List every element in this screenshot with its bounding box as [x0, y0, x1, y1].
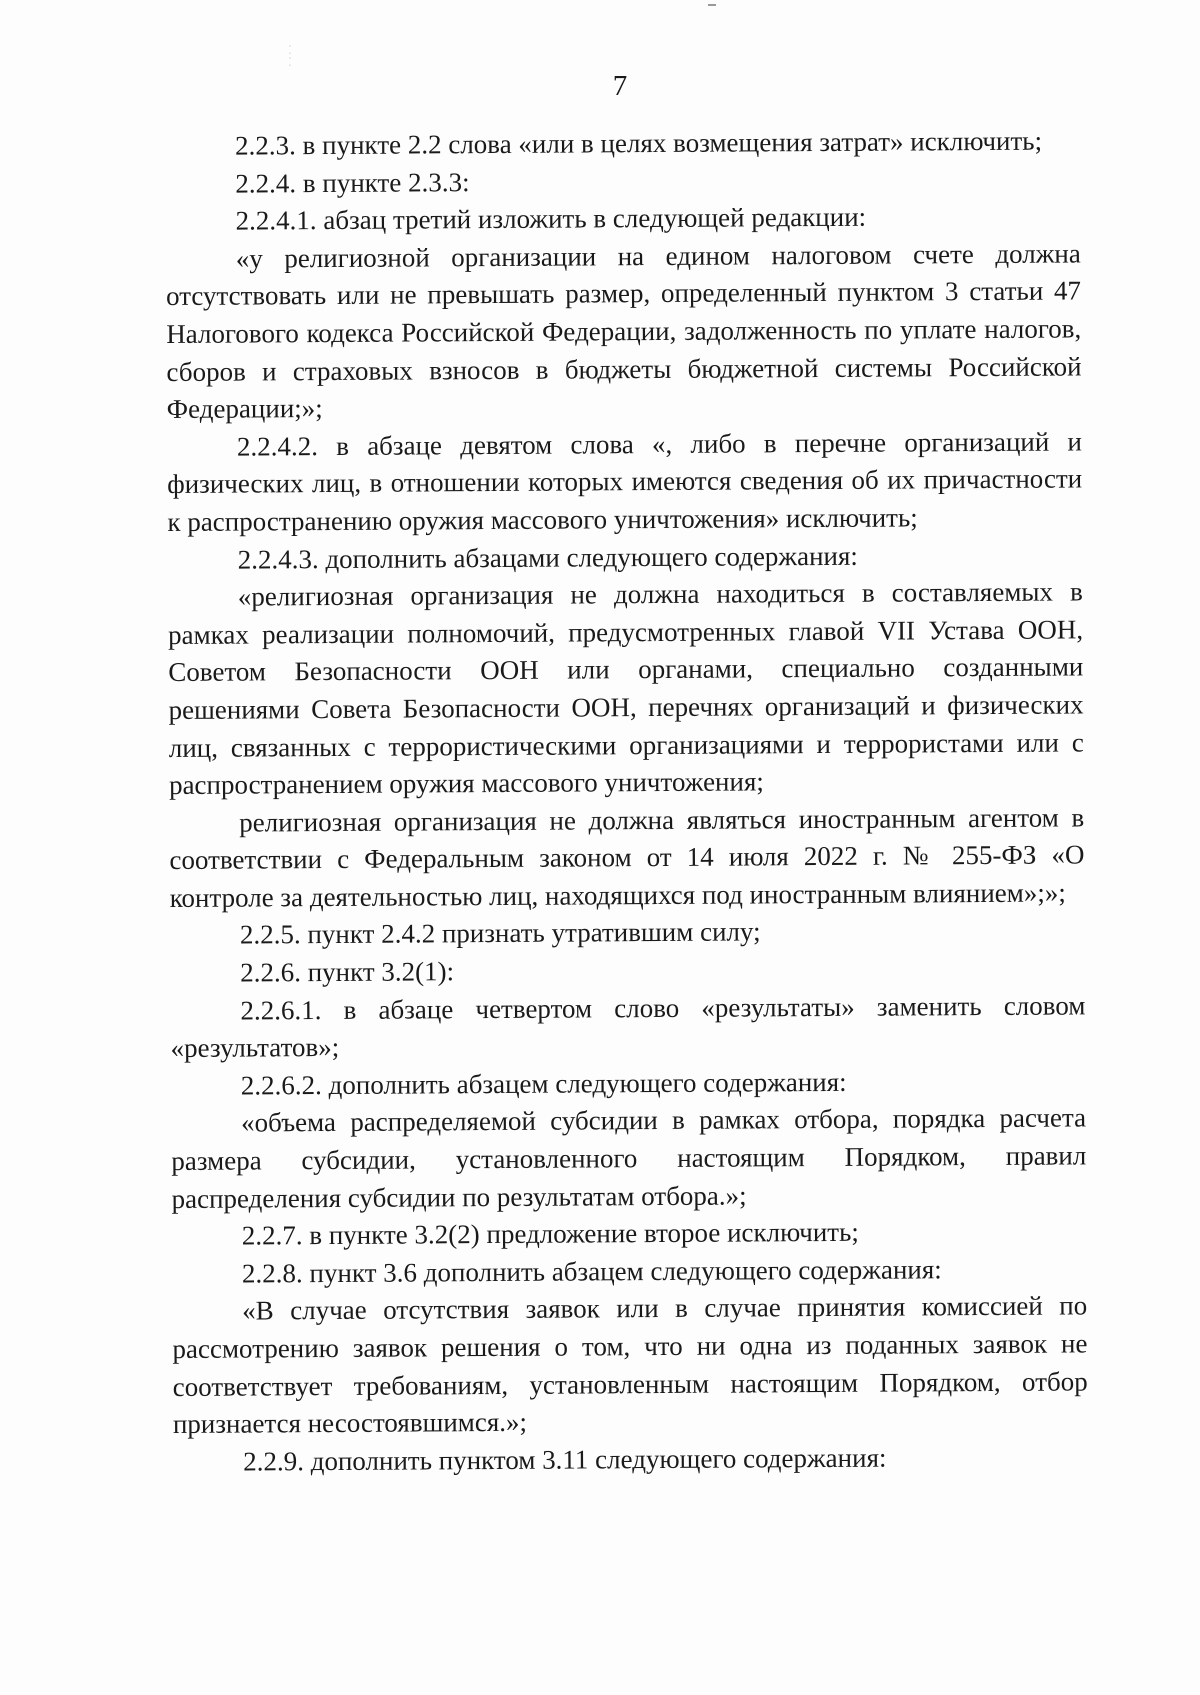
paragraph-2-2-7: 2.2.7. в пункте 3.2(2) предложение второе исключить;	[241, 1217, 859, 1251]
paragraph-2-2-4-2: 2.2.4.2. в абзаце девятом слова «, либо в перечне организаций и физических лиц, в отношении которых имеются сведения об их причастности к распространению оружия массового уничтожения» исключить;	[167, 426, 1083, 537]
paragraph-2-2-3: 2.2.3. в пункте 2.2 слова «или в целях возмещения затрат» исключить;	[235, 125, 1043, 161]
paragraph-2-2-9: 2.2.9. дополнить пунктом 3.11 следующего содержания:	[243, 1442, 887, 1477]
faint-scan-mark: ⁚ ⁚	[288, 43, 292, 69]
paragraph-quote-tax-debt: «у религиозной организации на едином налоговом счете должна отсутствовать или не превышать размер, определенный пунктом 3 статьи 47 Налогового кодекса Российской Федерации, задолженность по уплате налогов, сборов и страховых взносов в бюджеты бюджетной системы Российской Федерации;»;	[165, 238, 1082, 425]
paragraph-quote-selection-failed: «В случае отсутствия заявок или в случае принятия комиссией по рассмотрению заявок решения о том, что ни одна из поданных заявок не соответствует требованиям, установленным настоящим Порядком, отбор признается несостоявшимся.»;	[172, 1290, 1088, 1440]
paragraph-2-2-8: 2.2.8. пункт 3.6 дополнить абзацем следующего содержания:	[241, 1254, 942, 1289]
paragraph-2-2-6-2: 2.2.6.2. дополнить абзацем следующего содержания:	[240, 1066, 847, 1101]
paragraph-quote-subsidy-volume: «объема распределяемой субсидии в рамках отбора, порядка расчета размера субсидии, установленного настоящим Порядком, правил распределения субсидии по результатам отбора.»;	[171, 1102, 1087, 1214]
paragraph-quote-un-lists: «религиозная организация не должна находиться в составляемых в рамках реализации полномочий, предусмотренных главой VII Устава ООН, Советом Безопасности ООН или органами, специально созданными решениями Совета Безопасности ООН, перечнях организаций и физических лиц, связанных с террористическими организациями и террористами или с распространением оружия массового уничтожения;	[168, 576, 1084, 801]
paragraph-2-2-6-1: 2.2.6.1. в абзаце четвертом слово «результаты» заменить словом «результатов»;	[170, 990, 1086, 1064]
paragraph-2-2-4-3: 2.2.4.3. дополнить абзацами следующего содержания:	[237, 540, 858, 575]
paragraph-quote-foreign-agent: религиозная организация не должна являться иностранным агентом в соответствии с Федеральным законом от 14 июля 2022 г. № 255-ФЗ «О контроле за деятельностью лиц, находящихся под иностранным влиянием»;»;	[169, 802, 1085, 913]
page-number: 7	[612, 70, 628, 102]
document-body	[165, 122, 1088, 1481]
paragraph-2-2-4-1: 2.2.4.1. абзац третий изложить в следующей редакции:	[235, 201, 867, 236]
paragraph-2-2-6: 2.2.6. пункт 3.2(1):	[240, 956, 455, 988]
paragraph-2-2-5: 2.2.5. пункт 2.4.2 признать утратившим силу;	[239, 916, 761, 951]
scan-edge-mark	[708, 4, 716, 6]
paragraph-2-2-4: 2.2.4. в пункте 2.3.3:	[235, 166, 470, 199]
